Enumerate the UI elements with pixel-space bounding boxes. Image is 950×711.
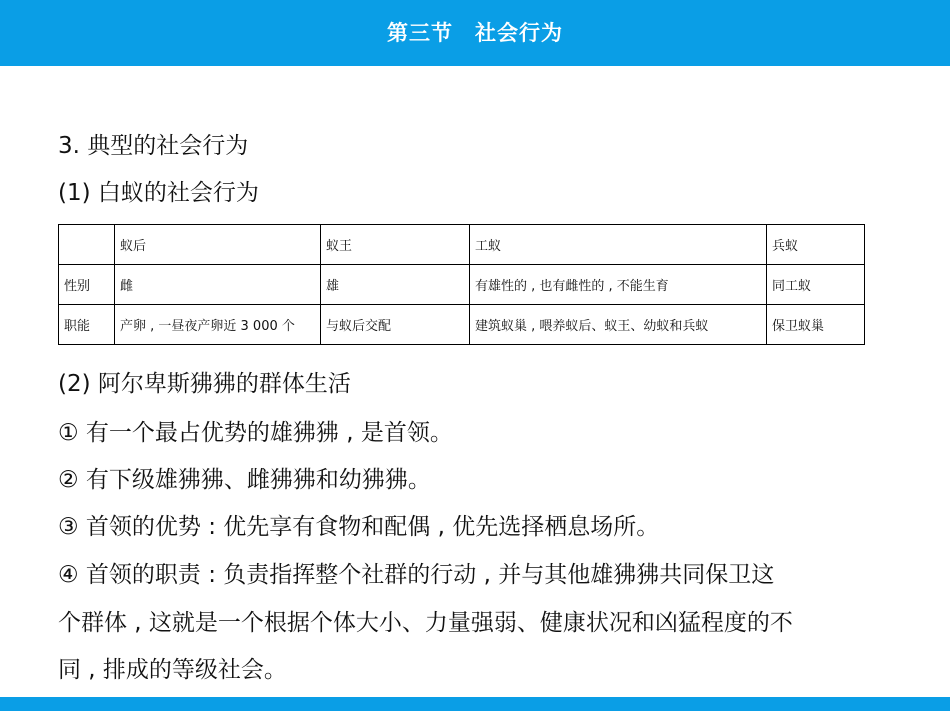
table-cell: 与蚁后交配: [321, 305, 470, 345]
table-cell: 性别: [59, 265, 115, 305]
subheading-termites: (1) 白蚁的社会行为: [58, 180, 259, 206]
table-cell: 产卵 , 一昼夜产卵近 3 000 个: [115, 305, 321, 345]
table-cell: 雄: [321, 265, 470, 305]
list-item: ① 有一个最占优势的雄狒狒 , 是首领。: [58, 420, 453, 446]
table-cell: 雌: [115, 265, 321, 305]
table-cell: 同工蚁: [767, 265, 865, 305]
subheading-baboons: (2) 阿尔卑斯狒狒的群体生活: [58, 371, 351, 397]
slide-title: 第三节 社会行为: [387, 21, 563, 45]
table-header-cell: 蚁王: [321, 225, 470, 265]
table-header-cell: 兵蚁: [767, 225, 865, 265]
footer-bar: [0, 697, 950, 711]
termite-table: [58, 224, 865, 345]
list-item-continuation: 同 , 排成的等级社会。: [58, 657, 287, 683]
table-row: [59, 265, 865, 305]
section-heading: 3. 典型的社会行为: [58, 133, 249, 159]
table-header-cell: 蚁后: [115, 225, 321, 265]
list-item-continuation: 个群体 , 这就是一个根据个体大小、力量强弱、健康状况和凶猛程度的不: [58, 610, 793, 636]
table-cell: 有雄性的 , 也有雌性的 , 不能生育: [470, 265, 767, 305]
table-header-cell: 工蚁: [470, 225, 767, 265]
table-cell: 职能: [59, 305, 115, 345]
table-header-cell: [59, 225, 115, 265]
table-row: [59, 305, 865, 345]
table-header-row: [59, 225, 865, 265]
table-cell: 保卫蚁巢: [767, 305, 865, 345]
list-item: ② 有下级雄狒狒、雌狒狒和幼狒狒。: [58, 467, 431, 493]
table-cell: 建筑蚁巢 , 喂养蚁后、蚁王、幼蚁和兵蚁: [470, 305, 767, 345]
list-item: ③ 首领的优势 : 优先享有食物和配偶 , 优先选择栖息场所。: [58, 514, 660, 540]
list-item: ④ 首领的职责 : 负责指挥整个社群的行动 , 并与其他雄狒狒共同保卫这: [58, 562, 775, 588]
